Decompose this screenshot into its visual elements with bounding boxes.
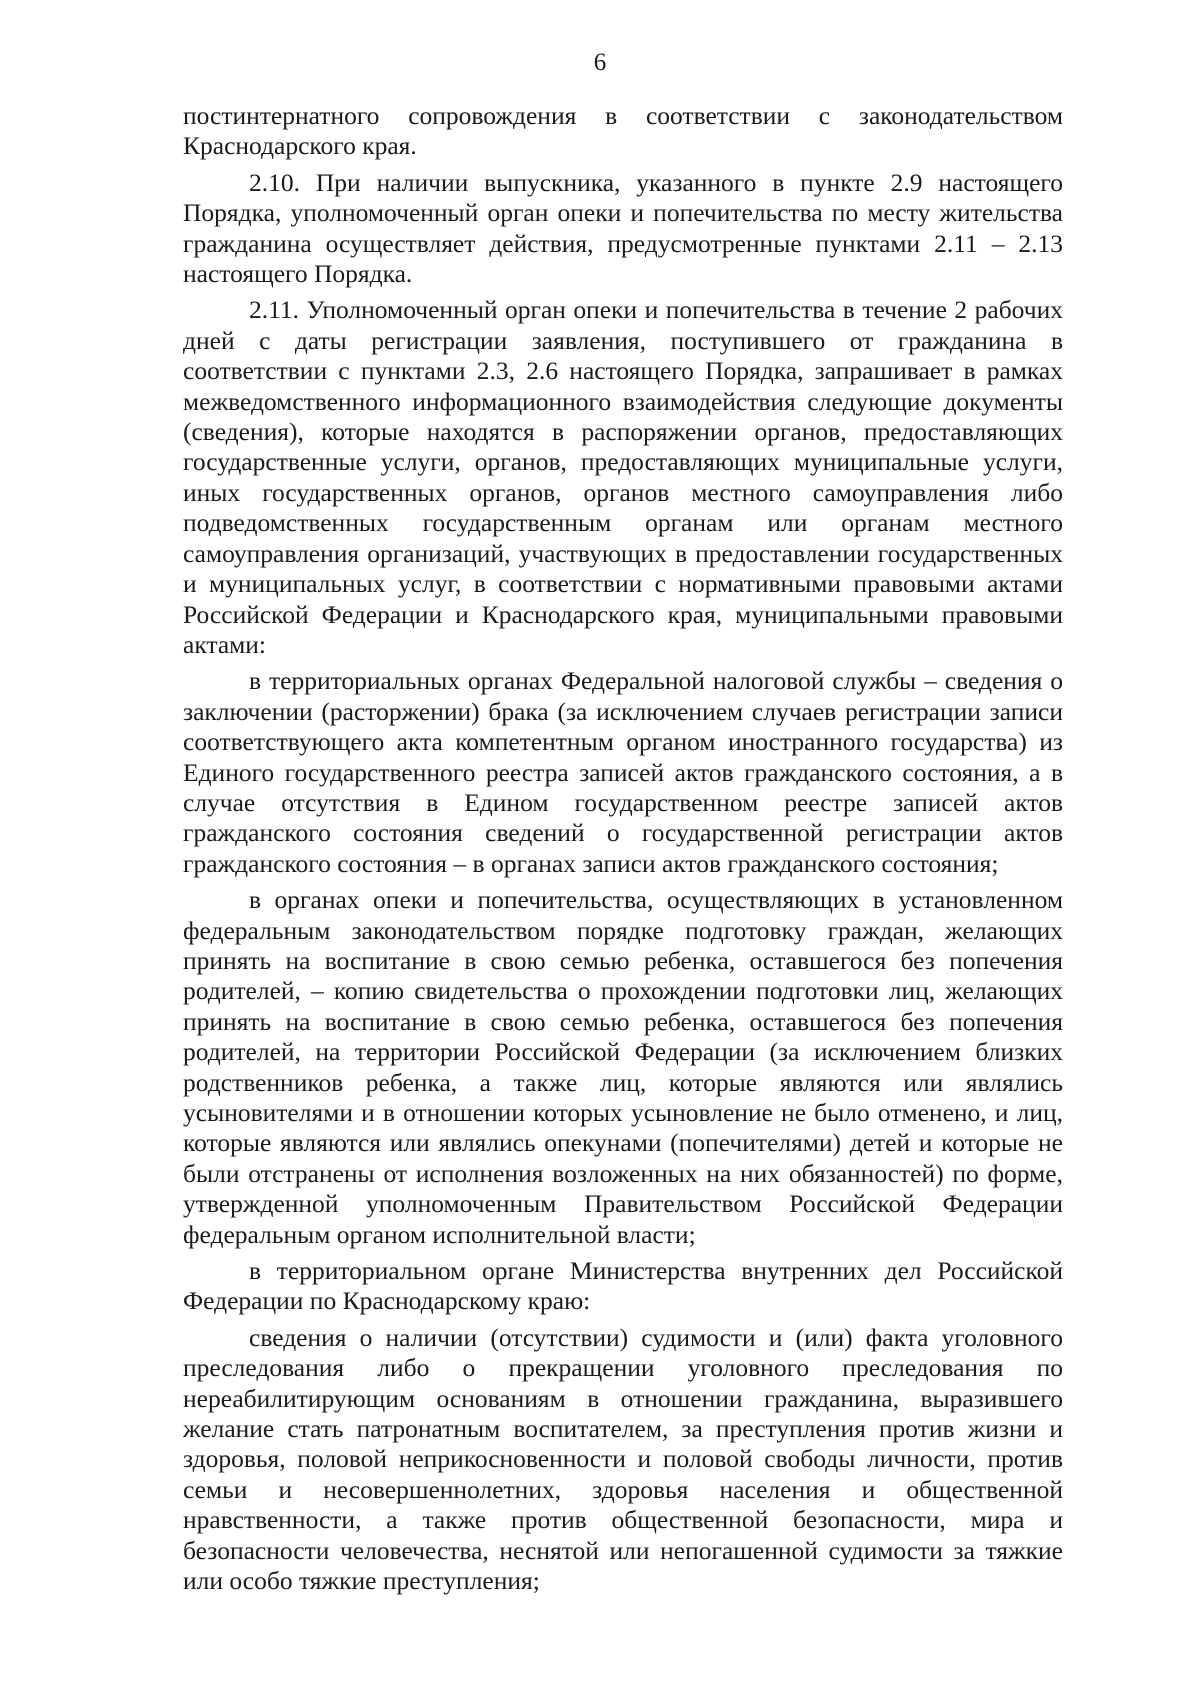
paragraph: в территориальных органах Федеральной налоговой службы – сведения о заключении (расторжении) брака (за исключением случаев регистрации записи соответствующего акта компетентным органом иностранного государства) из Единого государственного реестра записей актов гражданского состояния, а в случае отсутствия в Едином государственном реестре записей актов гражданского состояния сведений о государственной регистрации актов гражданского состояния – в органах записи актов гражданского состояния;	[183, 666, 1063, 878]
document-body	[183, 101, 1063, 1603]
paragraph: 2.10. При наличии выпускника, указанного в пункте 2.9 настоящего Порядка, уполномоченный орган опеки и попечительства по месту жительства гражданина осуществляет действия, предусмотренные пунктами 2.11 – 2.13 настоящего Порядка.	[183, 167, 1063, 289]
paragraph: в органах опеки и попечительства, осуществляющих в установленном федеральным законодательством порядке подготовку граждан, желающих принять на воспитание в свою семью ребенка, оставшегося без попечения родителей, – копию свидетельства о прохождении подготовки лиц, желающих принять на воспитание в свою семью ребенка, оставшегося без попечения родителей, на территории Российской Федерации (за исключением близких родственников ребенка, а также лиц, которые являются или являлись усыновителями и в отношении которых усыновление не было отменено, и лиц, которые являются или являлись опекунами (попечителями) детей и которые не были отстранены от исполнения возложенных на них обязанностей) по форме, утвержденной уполномоченным Правительством Российской Федерации федеральным органом исполнительной власти;	[183, 885, 1063, 1249]
paragraph: в территориальном органе Министерства внутренних дел Российской Федерации по Краснодарскому краю:	[183, 1256, 1063, 1316]
paragraph: сведения о наличии (отсутствии) судимости и (или) факта уголовного преследования либо о прекращении уголовного преследования по нереабилитирующим основаниям в отношении гражданина, выразившего желание стать патронатным воспитателем, за преступления против жизни и здоровья, половой неприкосновенности и половой свободы личности, против семьи и несовершеннолетних, здоровья населения и общественной нравственности, а также против общественной безопасности, мира и безопасности человечества, неснятой или непогашенной судимости за тяжкие или особо тяжкие преступления;	[183, 1322, 1063, 1596]
paragraph: 2.11. Уполномоченный орган опеки и попечительства в течение 2 рабочих дней с даты регистрации заявления, поступившего от гражданина в соответствии с пунктами 2.3, 2.6 настоящего Порядка, запрашивает в рамках межведомственного информационного взаимодействия следующие документы (сведения), которые находятся в распоряжении органов, предоставляющих государственные услуги, органов, предоставляющих муниципальные услуги, иных государственных органов, органов местного самоуправления либо подведомственных государственным органам или органам местного самоуправления организаций, участвующих в предоставлении государственных и муниципальных услуг, в соответствии с нормативными правовыми актами Российской Федерации и Краснодарского края, муниципальными правовыми актами:	[183, 295, 1063, 659]
page-number: 6	[593, 49, 607, 76]
paragraph: постинтернатного сопровождения в соответствии с законодательством Краснодарского края.	[183, 101, 1063, 161]
